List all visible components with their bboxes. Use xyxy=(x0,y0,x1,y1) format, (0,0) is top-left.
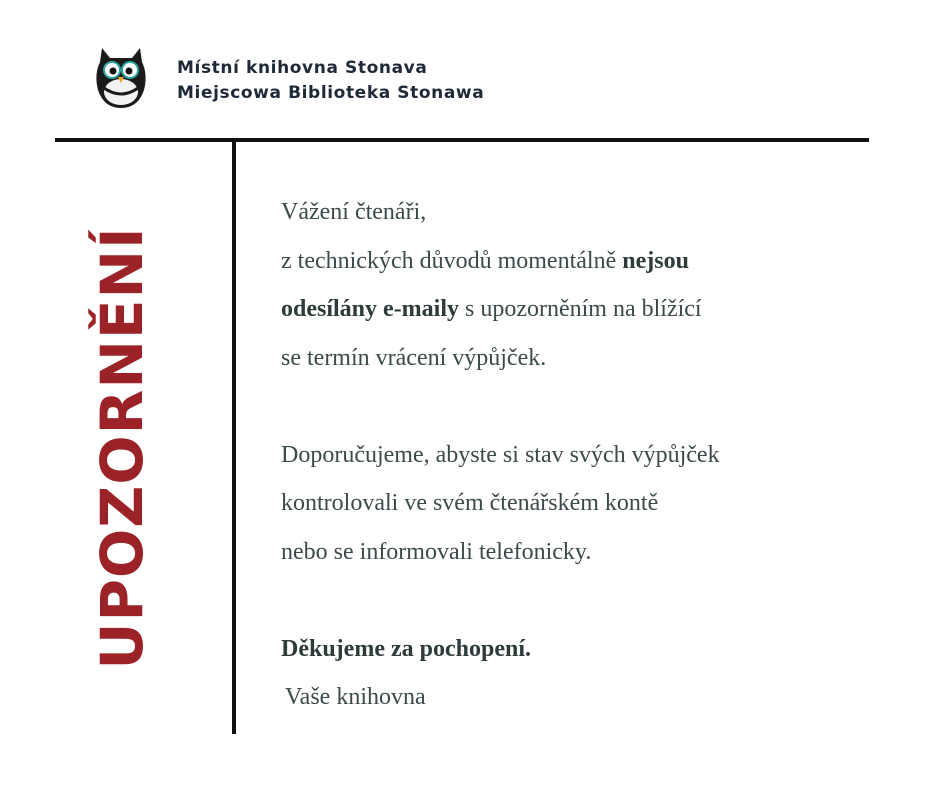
message-text: s upozorněním na blížící xyxy=(465,296,702,322)
notice-heading: UPOZORNĚNÍ xyxy=(88,226,156,670)
horizontal-divider xyxy=(55,138,869,142)
owl-icon xyxy=(94,44,148,110)
message-line: Doporučujeme, abyste si stav svých výpůjček xyxy=(281,441,720,468)
library-name-cz: Místní knihovna Stonava xyxy=(177,58,428,78)
signature: Vaše knihovna xyxy=(285,684,426,710)
message-text: z technických důvodů momentálně xyxy=(281,247,617,274)
library-name-pl: Miejscowa Biblioteka Stonawa xyxy=(177,83,485,103)
message-line xyxy=(281,285,881,334)
notice-message xyxy=(281,188,881,722)
message-line: se termín vrácení výpůjček. xyxy=(281,344,547,371)
greeting: Vážení čtenáři, xyxy=(281,199,427,225)
library-name xyxy=(177,56,484,106)
thanks-line: Děkujeme za pochopení. xyxy=(281,635,531,662)
message-line: kontrolovali ve svém čtenářském kontě xyxy=(281,490,659,516)
message-line xyxy=(281,237,881,286)
vertical-divider xyxy=(232,142,236,734)
message-emphasis: nejsou xyxy=(622,247,689,274)
message-line: nebo se informovali telefonicky. xyxy=(281,538,592,565)
message-emphasis: odesílány e-maily xyxy=(281,296,459,322)
